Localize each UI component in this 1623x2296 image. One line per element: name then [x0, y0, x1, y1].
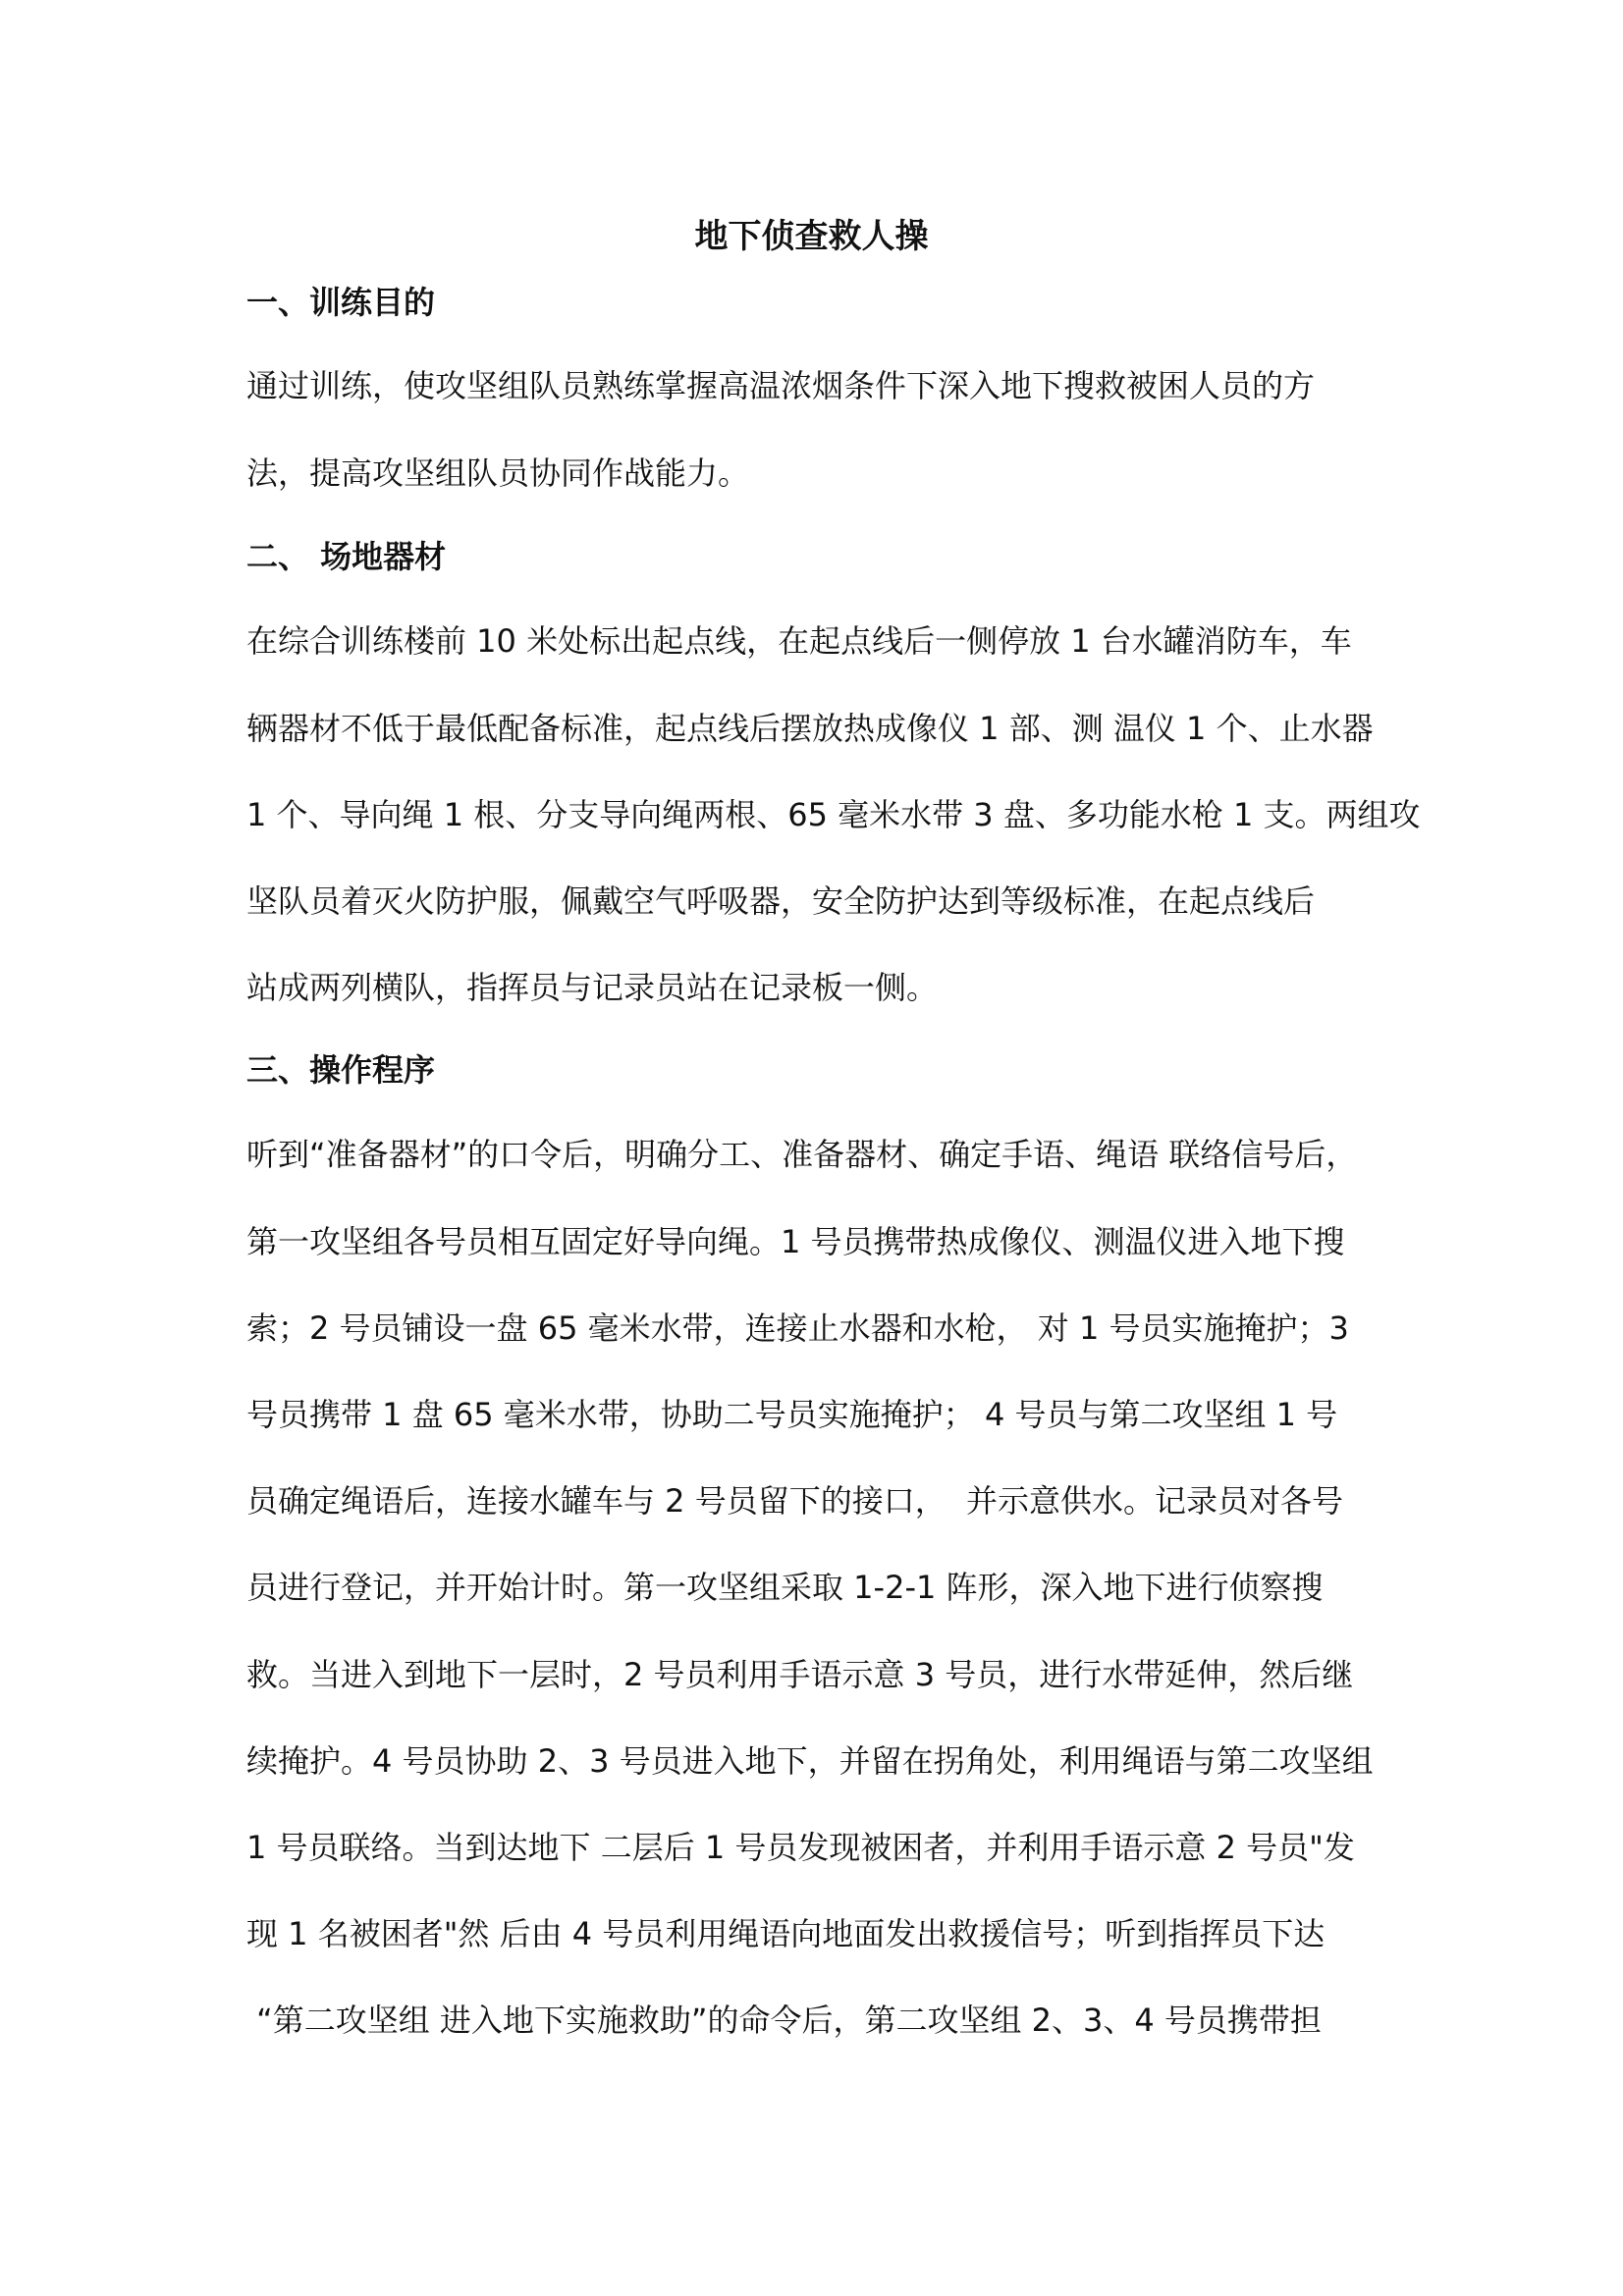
paragraph-line: 号员携带 1 盘 65 毫米水带，协助二号员实施掩护； 4 号员与第二攻坚组 1 号 — [246, 1396, 1338, 1433]
section-heading-venue-equipment: 二、 场地器材 — [246, 538, 447, 575]
section-heading-operating-procedure: 三、操作程序 — [246, 1051, 436, 1089]
paragraph-line: 救。当进入到地下一层时，2 号员利用手语示意 3 号员，进行水带延伸，然后继 — [246, 1656, 1354, 1693]
paragraph-line: 辆器材不低于最低配备标准，起点线后摆放热成像仪 1 部、测 温仪 1 个、止水器 — [246, 710, 1374, 747]
section-heading-training-purpose: 一、训练目的 — [246, 284, 436, 321]
paragraph-line: 续掩护。4 号员协助 2、3 号员进入地下，并留在拐角处，利用绳语与第二攻坚组 — [246, 1742, 1374, 1780]
paragraph-line: “第二攻坚组 进入地下实施救助”的命令后，第二攻坚组 2、3、4 号员携带担 — [246, 2002, 1322, 2039]
paragraph-line: 1 个、导向绳 1 根、分支导向绳两根、65 毫米水带 3 盘、多功能水枪 1 支。两组攻 — [246, 796, 1421, 833]
paragraph-line: 现 1 名被困者"然 后由 4 号员利用绳语向地面发出救援信号；听到指挥员下达 — [246, 1915, 1325, 1952]
paragraph-line: 第一攻坚组各号员相互固定好导向绳。1 号员携带热成像仪、测温仪进入地下搜 — [246, 1223, 1345, 1260]
paragraph-line: 索；2 号员铺设一盘 65 毫米水带，连接止水器和水枪， 对 1 号员实施掩护；3 — [246, 1309, 1349, 1347]
paragraph-line: 站成两列横队，指挥员与记录员站在记录板一侧。 — [246, 969, 939, 1006]
paragraph-line: 员进行登记，并开始计时。第一攻坚组采取 1-2-1 阵形，深入地下进行侦察搜 — [246, 1569, 1324, 1606]
paragraph-line: 通过训练，使攻坚组队员熟练掌握高温浓烟条件下深入地下搜救被困人员的方 — [246, 367, 1316, 404]
paragraph-line: 1 号员联络。当到达地下 二层后 1 号员发现被困者，并利用手语示意 2 号员"发 — [246, 1829, 1355, 1866]
document-title: 地下侦查救人操 — [694, 217, 929, 256]
paragraph-line: 坚队员着灭火防护服，佩戴空气呼吸器，安全防护达到等级标准，在起点线后 — [246, 882, 1316, 920]
paragraph-line: 员确定绳语后，连接水罐车与 2 号员留下的接口， 并示意供水。记录员对各号 — [246, 1482, 1344, 1520]
paragraph-line: 在综合训练楼前 10 米处标出起点线，在起点线后一侧停放 1 台水罐消防车，车 — [246, 622, 1352, 660]
paragraph-line: 法，提高攻坚组队员协同作战能力。 — [246, 454, 750, 492]
paragraph-line: 听到“准备器材”的口令后，明确分工、准备器材、确定手语、绳语 联络信号后， — [246, 1136, 1358, 1173]
